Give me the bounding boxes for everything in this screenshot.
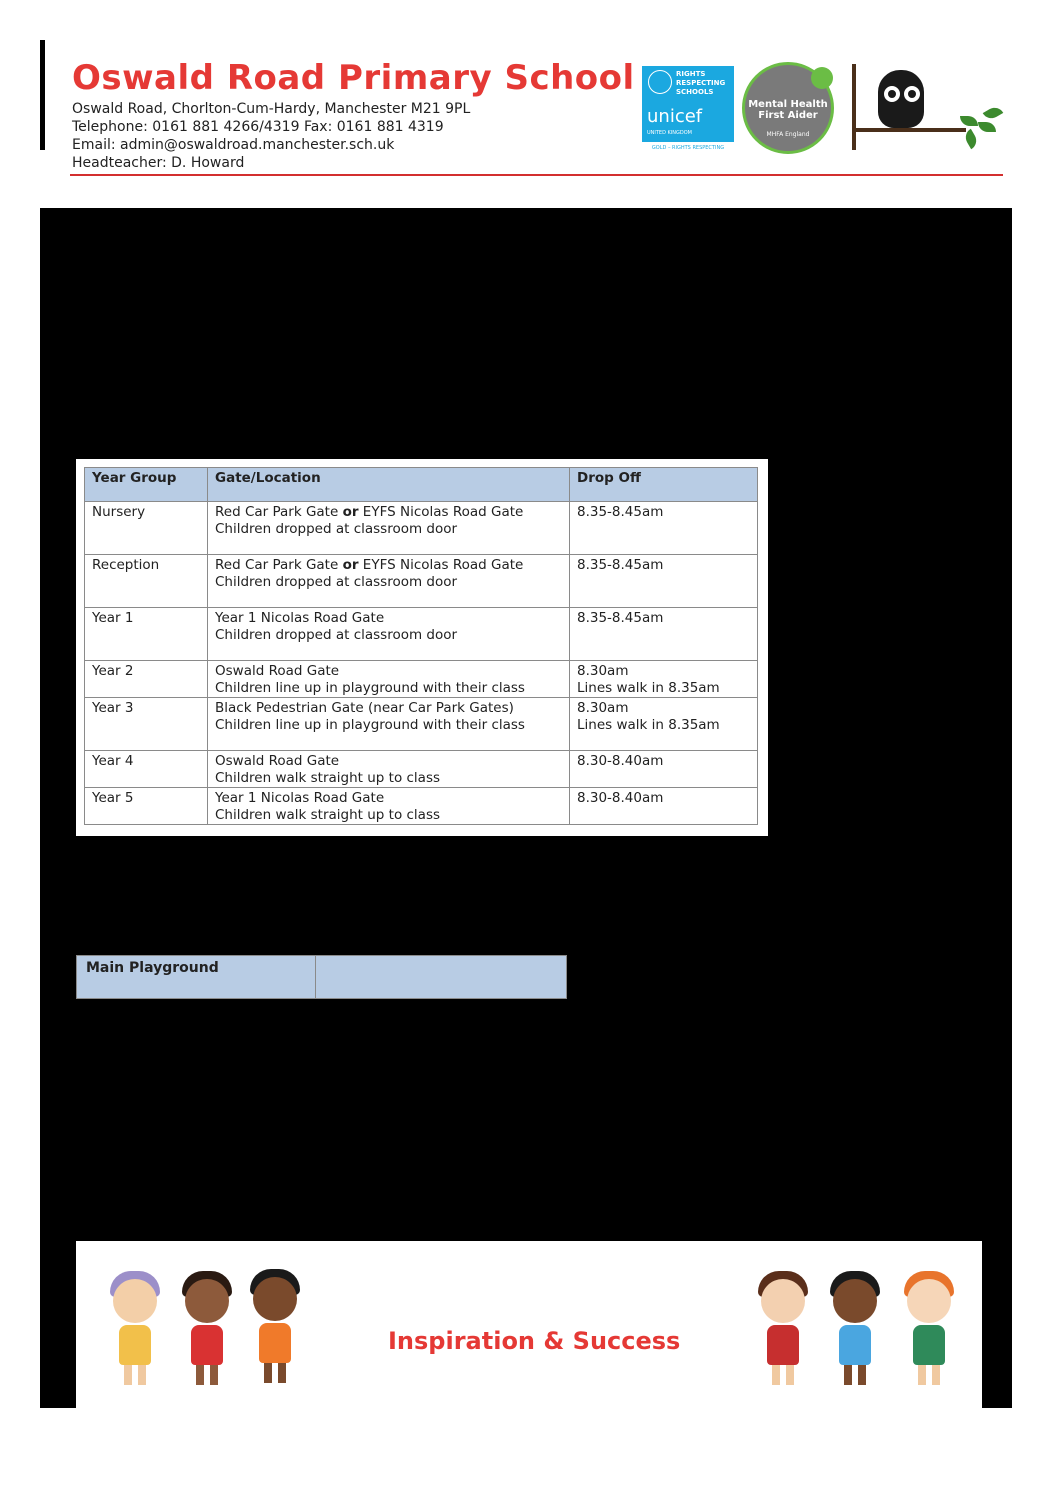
school-address: Oswald Road, Chorlton-Cum-Hardy, Manchester M21 9PL xyxy=(72,101,471,117)
drop-off-cell xyxy=(570,555,758,608)
child-illustration xyxy=(748,1271,818,1391)
drop-off-cell xyxy=(570,698,758,751)
drop-off-time: 8.35-8.45am xyxy=(577,610,664,626)
mental-health-first-aider-logo xyxy=(742,62,834,154)
year-group-cell: Year 5 xyxy=(85,788,208,825)
school-telephone: Telephone: 0161 881 4266/4319 Fax: 0161 881 4319 xyxy=(72,119,444,135)
child-illustration xyxy=(894,1271,964,1391)
gate-line-1: Oswald Road Gate xyxy=(215,753,340,769)
left-margin-rule xyxy=(40,40,45,150)
drop-off-time: 8.30-8.40am xyxy=(577,753,664,769)
gate-line-2: Children walk straight up to class xyxy=(215,770,441,786)
gate-line-2: Children dropped at classroom door xyxy=(215,521,458,537)
col-header-gate-location: Gate/Location xyxy=(208,468,570,502)
gate-location-cell xyxy=(208,788,570,825)
child-illustration xyxy=(820,1271,890,1391)
footer-banner xyxy=(76,1241,982,1408)
mhfa-sub: MHFA England xyxy=(766,131,810,138)
gate-line-2: Children dropped at classroom door xyxy=(215,627,458,643)
branch xyxy=(856,128,966,132)
gate-line-2: Children line up in playground with their class xyxy=(215,717,525,733)
year-group-cell: Year 3 xyxy=(85,698,208,751)
globe-icon xyxy=(648,70,672,94)
mhfa-icon xyxy=(811,67,833,89)
table-row xyxy=(85,698,758,751)
table-row xyxy=(85,608,758,661)
child-illustration xyxy=(240,1269,310,1389)
gate-line-1: Year 1 Nicolas Road Gate xyxy=(215,790,385,806)
drop-off-cell xyxy=(570,788,758,825)
branch-post xyxy=(852,64,856,150)
leaf-icon xyxy=(978,122,996,132)
col-header-year-group: Year Group xyxy=(85,468,208,502)
owl-logo xyxy=(852,64,1006,152)
table-header-row xyxy=(85,468,758,502)
school-motto: Inspiration & Success xyxy=(388,1327,681,1355)
gate-line-2: Children dropped at classroom door xyxy=(215,574,458,590)
table-row xyxy=(85,555,758,608)
drop-off-time: 8.30am xyxy=(577,700,629,716)
rrs-footer: GOLD – RIGHTS RESPECTING xyxy=(642,142,734,154)
gate-line-2: Children walk straight up to class xyxy=(215,807,441,823)
mhfa-text: Mental Health First Aider xyxy=(748,99,828,121)
gate-location-cell xyxy=(208,661,570,698)
drop-off-time: 8.35-8.45am xyxy=(577,557,664,573)
gate-location-cell xyxy=(208,555,570,608)
unicef-wordmark: unicef xyxy=(647,106,703,127)
gate-location-cell xyxy=(208,502,570,555)
year-group-cell: Year 1 xyxy=(85,608,208,661)
year-group-cell: Year 4 xyxy=(85,751,208,788)
headteacher: Headteacher: D. Howard xyxy=(72,155,245,171)
drop-off-time: 8.30am xyxy=(577,663,629,679)
gate-line-1: Red Car Park Gate or EYFS Nicolas Road Gate xyxy=(215,557,524,573)
drop-off-cell xyxy=(570,661,758,698)
gate-location-cell xyxy=(208,698,570,751)
gate-location-cell xyxy=(208,608,570,661)
dropoff-table-container xyxy=(76,459,768,836)
year-group-cell: Year 2 xyxy=(85,661,208,698)
gate-line-2: Children line up in playground with their class xyxy=(215,680,525,696)
unicef-sub: UNITED KINGDOM xyxy=(647,130,692,136)
child-illustration xyxy=(100,1271,170,1391)
owl-icon xyxy=(878,70,924,128)
year-group-cell: Reception xyxy=(85,555,208,608)
child-illustration xyxy=(172,1271,242,1391)
leaf-icon xyxy=(983,104,1004,122)
gate-line-1: Red Car Park Gate or EYFS Nicolas Road Gate xyxy=(215,504,524,520)
gate-location-cell xyxy=(208,751,570,788)
dropoff-table xyxy=(84,467,758,825)
playground-header-cell xyxy=(77,956,316,998)
col-header-drop-off: Drop Off xyxy=(570,468,758,502)
header-divider xyxy=(70,174,1003,176)
rrs-text: RIGHTS RESPECTING SCHOOLS xyxy=(676,70,726,96)
playground-table xyxy=(76,955,567,999)
drop-off-time: 8.35-8.45am xyxy=(577,504,664,520)
gate-line-1: Oswald Road Gate xyxy=(215,663,340,679)
gate-line-1: Black Pedestrian Gate (near Car Park Gates) xyxy=(215,700,514,716)
table-row xyxy=(85,788,758,825)
drop-off-note: Lines walk in 8.35am xyxy=(577,680,720,696)
leaf-icon xyxy=(960,116,978,126)
table-row xyxy=(85,751,758,788)
drop-off-time: 8.30-8.40am xyxy=(577,790,664,806)
school-email: Email: admin@oswaldroad.manchester.sch.uk xyxy=(72,137,395,153)
gate-line-1: Year 1 Nicolas Road Gate xyxy=(215,610,385,626)
rights-respecting-schools-logo xyxy=(642,66,734,154)
table-row xyxy=(85,502,758,555)
school-name: Oswald Road Primary School xyxy=(72,58,635,98)
drop-off-cell xyxy=(570,751,758,788)
drop-off-cell xyxy=(570,608,758,661)
contact-block xyxy=(72,100,470,172)
drop-off-note: Lines walk in 8.35am xyxy=(577,717,720,733)
drop-off-cell xyxy=(570,502,758,555)
year-group-cell: Nursery xyxy=(85,502,208,555)
playground-header: Main Playground xyxy=(86,960,219,976)
table-row xyxy=(85,661,758,698)
